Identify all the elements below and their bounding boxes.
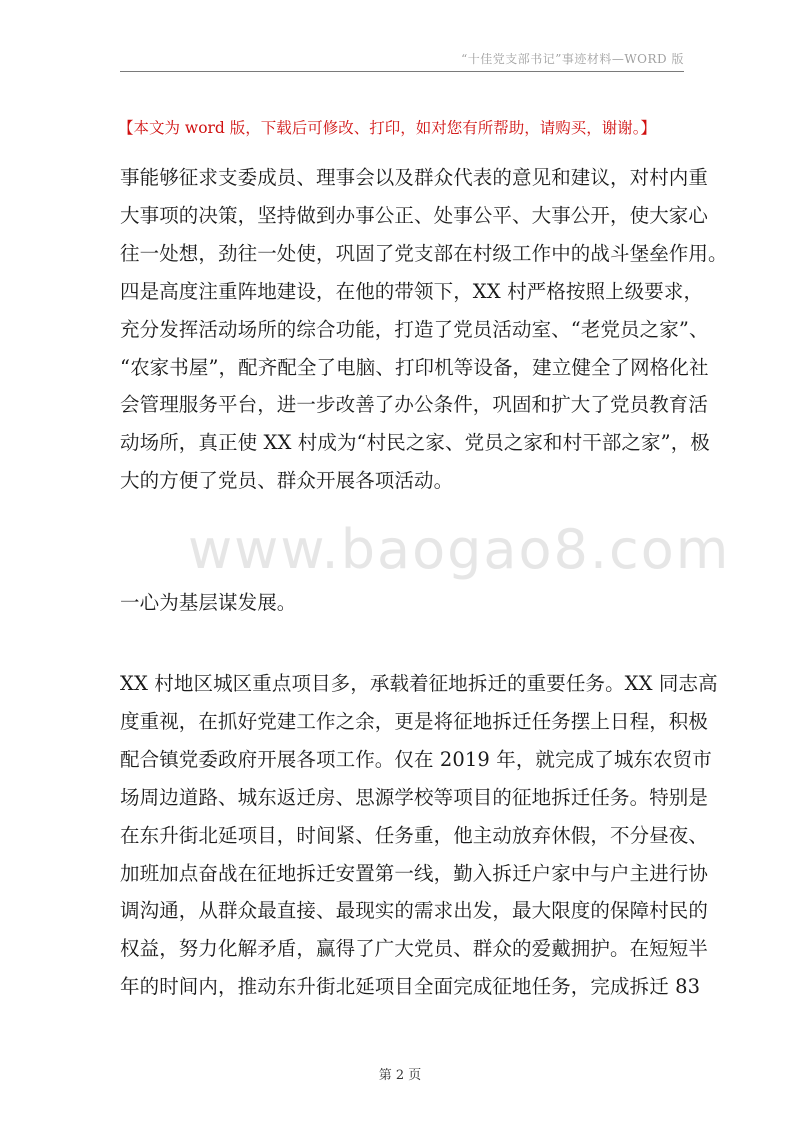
text-line: 年的时间内，推动东升街北延项目全面完成征地任务，完成拆迁 83 xyxy=(120,975,701,999)
text-line: “农家书屋”，配齐配全了电脑、打印机等设备，建立健全了网格化社 xyxy=(120,355,709,379)
paragraph-3 xyxy=(120,665,718,1006)
text-line: 权益，努力化解矛盾，赢得了广大党员、群众的爱戴拥护。在短短半 xyxy=(120,937,709,961)
text-line: 配合镇党委政府开展各项工作。仅在 2019 年，就完成了城东农贸市 xyxy=(120,747,712,771)
header-divider xyxy=(120,71,684,72)
text-line: 大事项的决策，坚持做到办事公正、处事公平、大事公开，使大家心 xyxy=(120,203,709,227)
text-line: XX 村地区城区重点项目多，承载着征地拆迁的重要任务。XX 同志高 xyxy=(120,672,718,695)
document-header-title: “十佳党支部书记”事迹材料—WORD 版 xyxy=(461,52,684,66)
text-line: 度重视，在抓好党建工作之余，更是将征地拆迁任务摆上日程，积极 xyxy=(120,709,709,733)
download-notice: 【本文为 word 版，下载后可修改、打印，如对您有所帮助，请购买，谢谢。】 xyxy=(118,119,657,137)
text-line: 大的方便了党员、群众开展各项活动。 xyxy=(120,469,454,493)
paragraph-2-heading xyxy=(120,584,684,622)
paragraph-1 xyxy=(120,159,728,500)
text-line: 四是高度注重阵地建设，在他的带领下，XX 村严格按照上级要求， xyxy=(120,279,704,303)
watermark-text: www.baogao8.com xyxy=(188,518,731,581)
text-line: 一心为基层谋发展。 xyxy=(120,591,297,614)
text-line: 在东升街北延项目，时间紧、任务重，他主动放弃休假，不分昼夜、 xyxy=(120,823,709,847)
text-line: 动场所，真正使 XX 村成为“村民之家、党员之家和村干部之家”，极 xyxy=(120,431,710,455)
text-line: 调沟通，从群众最直接、最现实的需求出发，最大限度的保障村民的 xyxy=(120,899,709,923)
page-number: 第 2 页 xyxy=(378,1068,422,1083)
text-line: 会管理服务平台，进一步改善了办公条件，巩固和扩大了党员教育活 xyxy=(120,393,709,417)
text-line: 加班加点奋战在征地拆迁安置第一线，勤入拆迁户家中与户主进行协 xyxy=(120,861,709,885)
text-line: 充分发挥活动场所的综合功能，打造了党员活动室、“老党员之家”、 xyxy=(120,317,709,341)
text-line: 场周边道路、城东返迁房、思源学校等项目的征地拆迁任务。特别是 xyxy=(120,785,709,809)
text-line: 往一处想，劲往一处使，巩固了党支部在村级工作中的战斗堡垒作用。 xyxy=(120,241,728,265)
text-line: 事能够征求支委成员、理事会以及群众代表的意见和建议，对村内重 xyxy=(120,166,709,189)
